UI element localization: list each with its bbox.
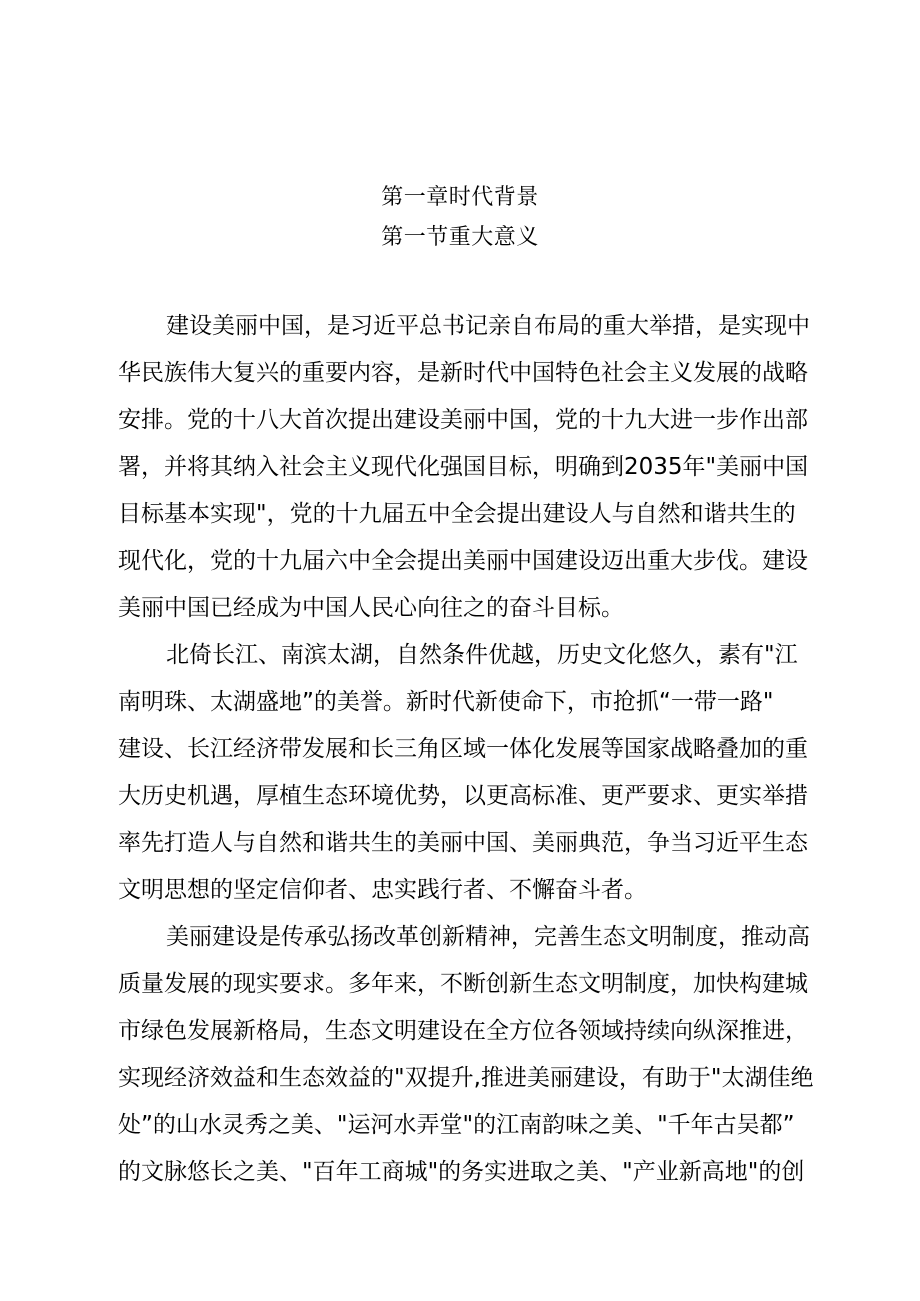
heading-block [0,178,920,258]
chapter-title: 第一章时代背景 [381,185,539,210]
text-line: 目标基本实现"，党的十九届五中全会提出建设人与自然和谐共生的 [118,501,796,527]
text-line: 安排。党的十八大首次提出建设美丽中国，党的十九大进一步作出部 [118,407,808,433]
text-line: 署，并将其纳入社会主义现代化强国目标，明确到2035年"美丽中国 [118,454,809,480]
text-line: 美丽中国已经成为中国人民心向往之的奋斗目标。 [118,595,624,621]
text-line: 南明珠、太湖盛地”的美誉。新时代新使命下，市抢抓“一带一路" [118,689,774,715]
text-line: 质量发展的现实要求。多年来，不断创新生态文明制度，加快构建城 [118,971,808,997]
text-line: 大历史机遇，厚植生态环境优势，以更高标准、更严要求、更实举措 [118,783,808,809]
text-line: 华民族伟大复兴的重要内容，是新时代中国特色社会主义发展的战略 [118,360,808,386]
text-line: 的文脉悠长之美、"百年工商城"的务实进取之美、"产业新高地"的创 [118,1159,805,1185]
section-title: 第一节重大意义 [381,225,539,250]
paragraph-3 [118,914,818,1196]
text-line: 实现经济效益和生态效益的"双提升,推进美丽建设，有助于"太湖佳绝 [118,1065,814,1091]
text-line: 北倚长江、南滨太湖，自然条件优越，历史文化悠久，素有"江 [166,642,798,668]
text-line: 现代化，党的十九届六中全会提出美丽中国建设迈出重大步伐。建设 [118,548,808,574]
paragraph-2 [118,632,818,914]
text-line: 处”的山水灵秀之美、"运河水弄堂"的江南韵味之美、"千年古吴都” [118,1112,795,1138]
text-line: 文明思想的坚定信仰者、忠实践行者、不懈奋斗者。 [118,877,647,903]
text-line: 建设、长江经济带发展和长三角区域一体化发展等国家战略叠加的重 [118,736,808,762]
body-text [118,303,818,1196]
text-line: 率先打造人与自然和谐共生的美丽中国、美丽典范，争当习近平生态 [118,830,808,856]
paragraph-1 [118,303,818,632]
text-line: 市绿色发展新格局，生态文明建设在全方位各领域持续向纵深推进， [118,1018,808,1044]
text-line: 美丽建设是传承弘扬改革创新精神，完善生态文明制度，推动高 [166,924,810,950]
text-line: 建设美丽中国，是习近平总书记亲自布局的重大举措，是实现中 [166,313,810,339]
